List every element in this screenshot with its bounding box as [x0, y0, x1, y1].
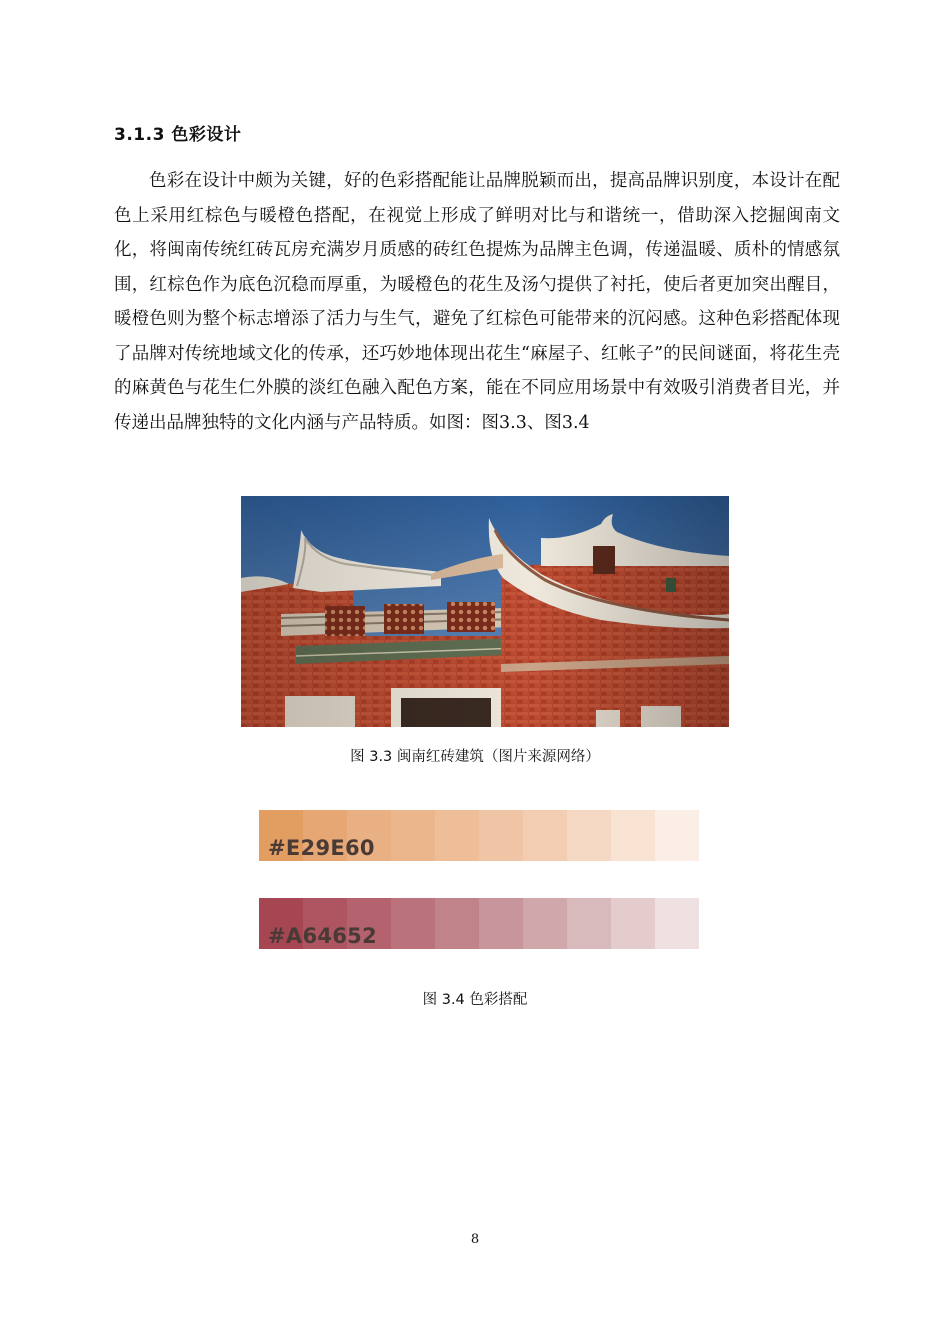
figure-3-3-caption: 图 3.3 闽南红砖建筑（图片来源网络）: [350, 749, 600, 765]
section-heading: 3.1.3 色彩设计: [114, 125, 242, 145]
red-brick-building-image: [241, 496, 729, 727]
body-paragraph: 色彩在设计中颇为关键，好的色彩搭配能让品牌脱颖而出，提高品牌识别度，本设计在配色上采用红棕色与暖橙色搭配，在视觉上形成了鲜明对比与和谐统一，借助深入挖掘闽南文化，将闽南传统红砖瓦房充满岁月质感的砖红色提炼为品牌主色调，传递温暖、质朴的情感氛围，红棕色作为底色沉稳而厚重，为暖橙色的花生及汤勺提供了衬托，使后者更加突出醒目，暖橙色则为整个标志增添了活力与生气，避免了红棕色可能带来的沉闷感。这种色彩搭配体现了品牌对传统地域文化的传承，还巧妙地体现出花生“麻屋子、红帐子”的民间谜面，将花生壳的麻黄色与花生仁外膜的淡红色融入配色方案，能在不同应用场景中有效吸引消费者目光，并传递出品牌独特的文化内涵与产品特质。如图：图3.3、图3.4: [114, 171, 840, 433]
color-swatch: [479, 898, 523, 949]
color-swatch: [435, 898, 479, 949]
color-swatch: [567, 898, 611, 949]
color-swatch: [567, 810, 611, 861]
color-swatch: [655, 898, 699, 949]
color-swatch: [479, 810, 523, 861]
red-brown-palette: [259, 898, 699, 949]
page-number: 8: [470, 1232, 480, 1247]
orange-palette: [259, 810, 699, 861]
color-swatch: [611, 810, 655, 861]
palette-label: #E29E60: [268, 836, 375, 860]
color-swatch: [435, 810, 479, 861]
color-swatch: [391, 898, 435, 949]
color-swatch: [655, 810, 699, 861]
color-swatch: [391, 810, 435, 861]
palette-label: #A64652: [268, 924, 378, 948]
color-swatch: [523, 898, 567, 949]
color-swatch: [523, 810, 567, 861]
figure-3-4-caption: 图 3.4 色彩搭配: [422, 992, 528, 1008]
figure-3-3-photo: [241, 496, 729, 727]
color-swatch: [611, 898, 655, 949]
